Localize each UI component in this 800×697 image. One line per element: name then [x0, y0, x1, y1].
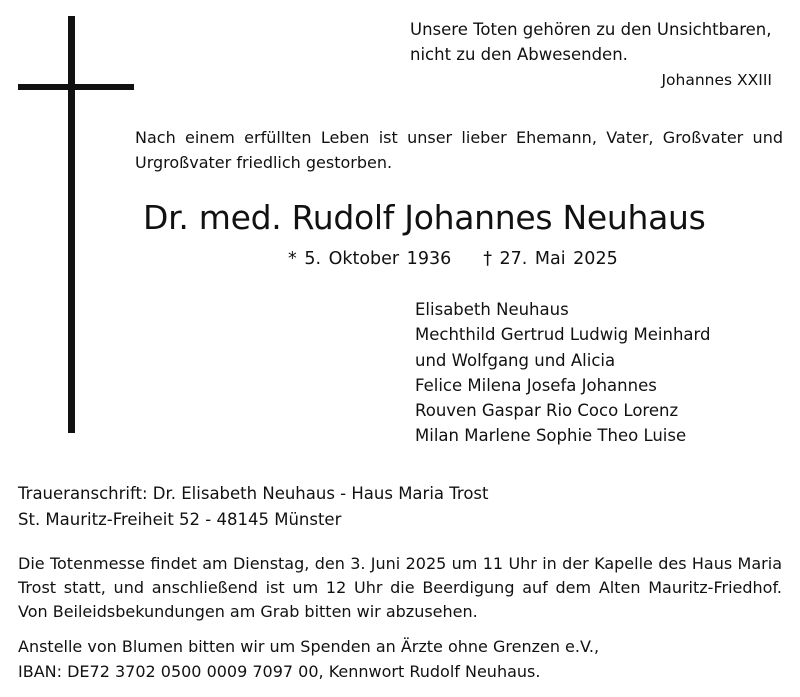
mourning-address	[18, 481, 489, 532]
quote-line-2: nicht zu den Abwesenden.	[410, 45, 628, 64]
mourner-line: Felice Milena Josefa Johannes	[415, 375, 657, 395]
mourner-line: Elisabeth Neuhaus	[415, 300, 569, 319]
mourner-line: Rouven Gaspar Rio Coco Lorenz	[415, 401, 679, 421]
address-line-1: Traueranschrift: Dr. Elisabeth Neuhaus - Haus Maria Trost	[18, 484, 489, 503]
donation-line-2: IBAN: DE72 3702 0500 0009 7097 00, Kennwort Rudolf Neuhaus.	[18, 662, 541, 681]
quote-line-1: Unsere Toten gehören zu den Unsichtbaren,	[410, 20, 772, 39]
cross-vertical-bar	[68, 16, 75, 433]
birth-date: * 5. Oktober 1936	[288, 249, 452, 269]
quote	[410, 17, 772, 67]
mourner-line: Mechthild Gertrud Ludwig Meinhard	[415, 325, 711, 345]
death-date: † 27. Mai 2025	[483, 249, 618, 269]
mourner-line: Milan Marlene Sophie Theo Luise	[415, 426, 687, 446]
donation-note	[18, 634, 599, 684]
intro-text: Nach einem erfüllten Leben ist unser lieber Ehemann, Vater, Großvater und Urgroßvater friedlich gestorben.	[135, 128, 783, 172]
deceased-name: Dr. med. Rudolf Johannes Neuhaus	[143, 198, 706, 237]
quote-source: Johannes XXIII	[661, 71, 772, 89]
life-dates	[288, 246, 618, 272]
donation-line-1: Anstelle von Blumen bitten wir um Spenden an Ärzte ohne Grenzen e.V.,	[18, 637, 600, 656]
mourners-list	[415, 297, 710, 449]
cross-horizontal-bar	[18, 84, 134, 90]
funeral-mass-text: Die Totenmesse findet am Dienstag, den 3. Juni 2025 um 11 Uhr in der Kapelle des Haus Maria Trost statt, und anschließend ist um 12 Uhr die Beerdigung auf dem Alten Mauritz-Friedhof. Von Beileidsbekundungen am Grab bitten wir abzusehen.	[18, 554, 782, 621]
address-line-2: St. Mauritz-Freiheit 52 - 48145 Münster	[18, 509, 342, 529]
mourner-line: und Wolfgang und Alicia	[415, 350, 616, 370]
